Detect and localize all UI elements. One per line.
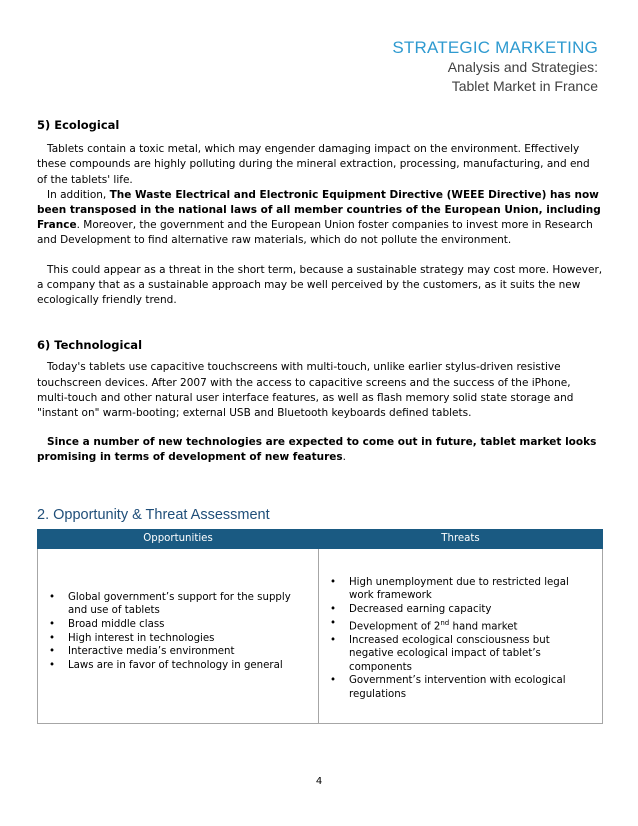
document-subtitle-line2: Tablet Market in France bbox=[451, 78, 598, 94]
assessment-heading: 2. Opportunity & Threat Assessment bbox=[37, 506, 270, 523]
list-item: • Interactive media’s environment bbox=[66, 645, 312, 659]
opportunity-threat-table bbox=[37, 529, 603, 724]
list-item: • Broad middle class bbox=[66, 618, 312, 632]
document-subtitle-line1: Analysis and Strategies: bbox=[447, 59, 598, 75]
page-header bbox=[392, 38, 598, 96]
list-item: • Decreased earning capacity bbox=[347, 603, 596, 617]
ecological-paragraph-1: Tablets contain a toxic metal, which may engender damaging impact on the environment. Effectively these compounds are highly polluting during the mineral extraction, processing, manufacturing, and end of the tablets' life. bbox=[37, 143, 590, 186]
threats-header: Threats bbox=[319, 529, 603, 548]
opportunities-cell bbox=[38, 548, 319, 723]
ecological-paragraph-3: This could appear as a threat in the short term, because a sustainable strategy may cost more. However, a company that as a sustainable approach may be well perceived by the customers, as it suits the new ecologically friendly trend. bbox=[37, 263, 603, 307]
technological-paragraph-1: Today's tablets use capacitive touchscreens with multi-touch, unlike earlier stylus-driven resistive touchscreen devices. After 2007 with the access to capacitive screens and the success of the iPhone, multi-touch and other natural user interface features, as well as flash memory solid state storage and "instant on" warm-booting; external USB and Bluetooth keyboards defined tablets. bbox=[37, 361, 574, 420]
threats-list bbox=[319, 576, 602, 702]
threats-cell bbox=[319, 548, 603, 723]
ecological-heading: 5) Ecological bbox=[37, 118, 120, 132]
list-item: • High interest in technologies bbox=[66, 632, 312, 646]
ecological-paragraph-2: In addition, The Waste Electrical and Electronic Equipment Directive (WEEE Directive) has now been transposed in the national laws of all member countries of the European Union, including France. Moreover, the government and the European Union foster companies to invest more in Research and Development to find alternative raw materials, which do not pollute the environment. bbox=[37, 188, 601, 247]
list-item: • Government’s intervention with ecological regulations bbox=[347, 674, 596, 701]
technological-paragraph-2: Since a number of new technologies are expected to come out in future, tablet market looks promising in terms of development of new features. bbox=[37, 436, 597, 464]
technological-heading: 6) Technological bbox=[37, 338, 143, 353]
opportunities-header: Opportunities bbox=[38, 529, 319, 548]
list-item: • Development of 2nd hand market bbox=[347, 617, 596, 634]
list-item: • Global government’s support for the supply and use of tablets bbox=[66, 591, 312, 618]
list-item: • Laws are in favor of technology in general bbox=[66, 659, 312, 673]
list-item: • Increased ecological consciousness but negative ecological impact of tablet’s components bbox=[347, 634, 596, 675]
opportunities-list bbox=[38, 591, 318, 673]
document-title: STRATEGIC MARKETING bbox=[392, 38, 598, 57]
page-number: 4 bbox=[315, 776, 323, 787]
list-item: • High unemployment due to restricted legal work framework bbox=[347, 576, 596, 603]
page-content bbox=[37, 118, 603, 724]
